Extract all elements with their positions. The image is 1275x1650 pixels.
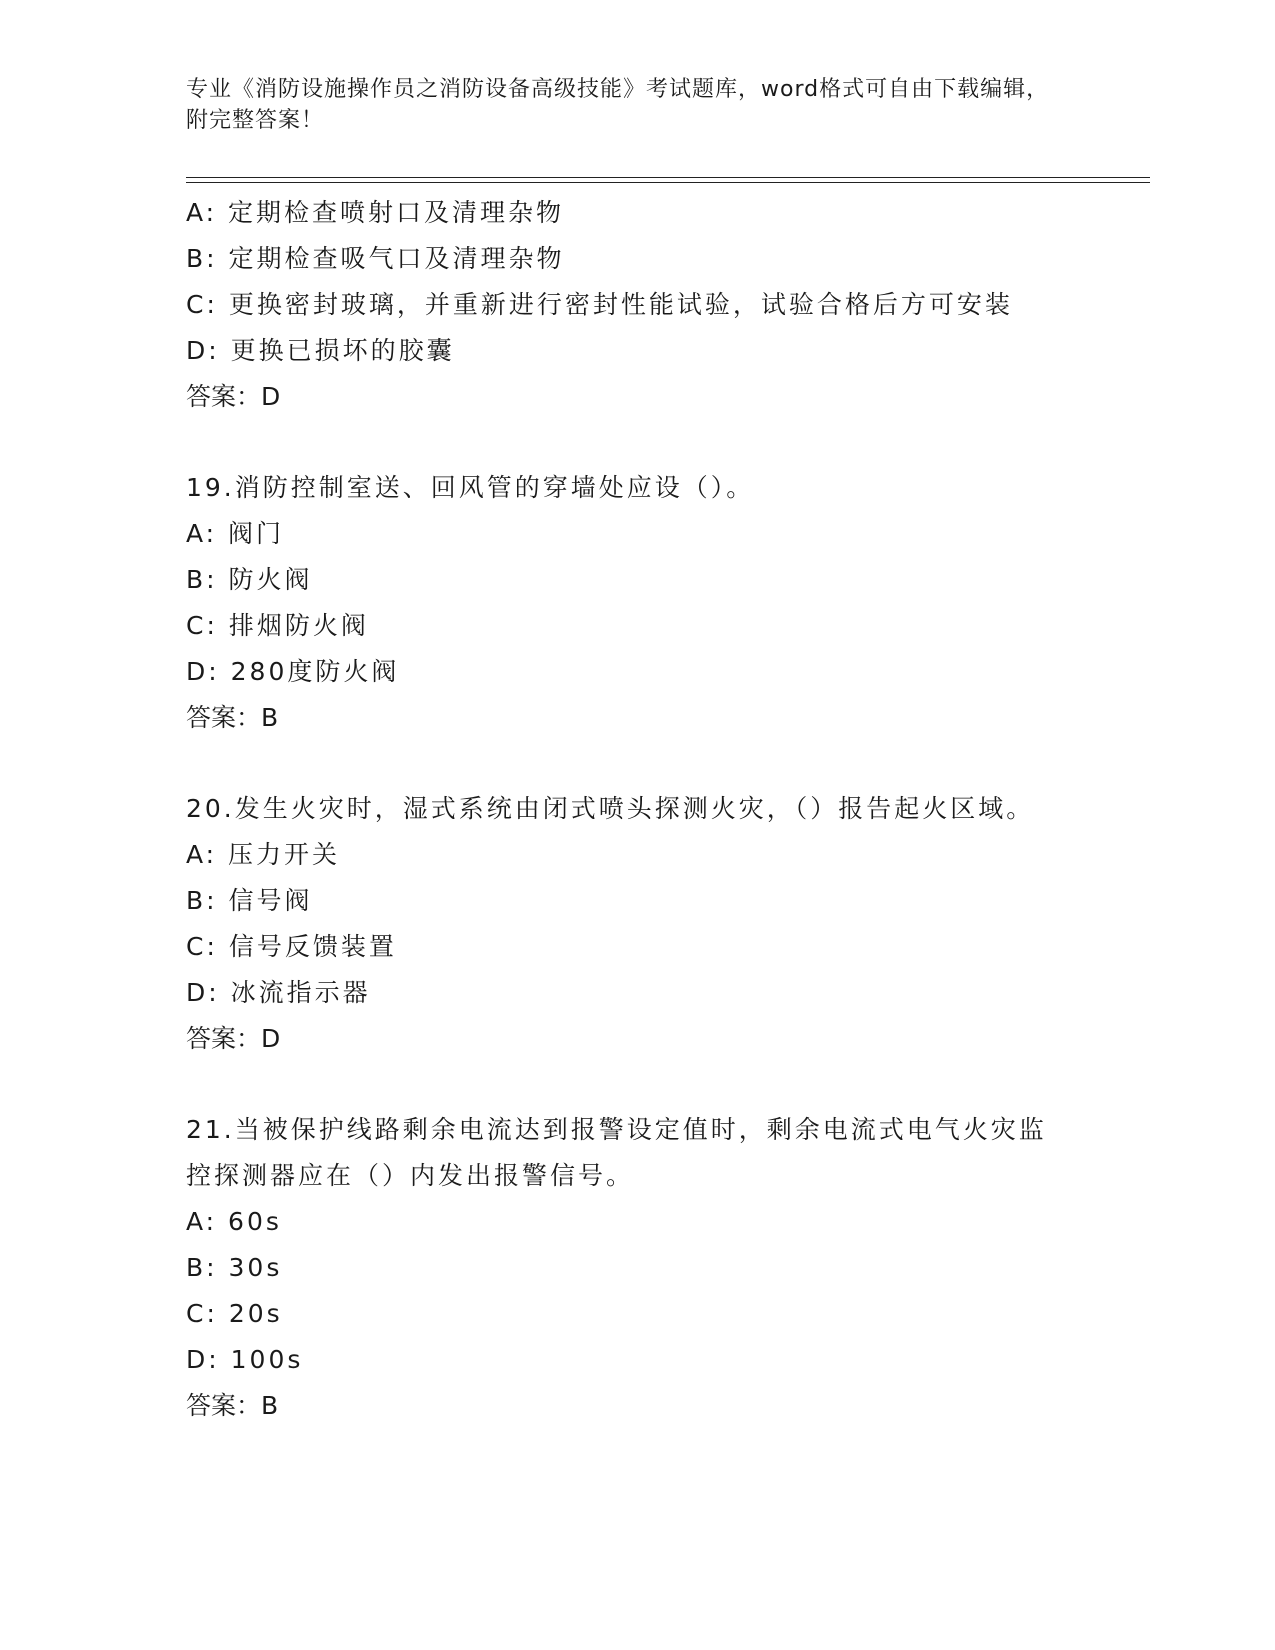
question-18-continued (186, 190, 1086, 420)
question-stem: 19.消防控制室送、回风管的穿墙处应设（）。 (186, 473, 755, 502)
option-c (186, 282, 1086, 328)
option-text: 阀门 (228, 519, 285, 548)
option-letter: A: (186, 840, 218, 869)
question-19 (186, 465, 1086, 741)
option-letter: D: (186, 657, 220, 686)
question-stem: 20.发生火灾时，湿式系统由闭式喷头探测火灾，（）报告起火区域。 (186, 794, 1035, 823)
option-text: 20s (228, 1299, 283, 1328)
option-letter: D: (186, 336, 220, 365)
option-letter: C: (186, 611, 218, 640)
option-letter: A: (186, 198, 218, 227)
option-a (186, 832, 1086, 878)
option-letter: B: (186, 886, 218, 915)
option-letter: B: (186, 1253, 218, 1282)
option-letter: D: (186, 978, 220, 1007)
option-d (186, 649, 1086, 695)
option-letter: A: (186, 1207, 218, 1236)
option-text: 压力开关 (228, 840, 341, 869)
option-text: 防火阀 (228, 565, 313, 594)
option-letter: B: (186, 565, 218, 594)
option-text: 30s (228, 1253, 283, 1282)
option-letter: D: (186, 1345, 220, 1374)
option-text: 更换已损坏的胶囊 (230, 336, 455, 365)
option-letter: A: (186, 519, 218, 548)
option-text: 排烟防火阀 (228, 611, 369, 640)
header-divider-bottom (186, 182, 1150, 183)
option-a (186, 1199, 1086, 1245)
option-letter: B: (186, 244, 218, 273)
option-text: 信号阀 (228, 886, 313, 915)
option-letter: C: (186, 932, 218, 961)
question-21 (186, 1107, 1086, 1429)
option-d (186, 1337, 1086, 1383)
option-b (186, 1245, 1086, 1291)
option-letter: C: (186, 290, 218, 319)
question-stem-line-2: 控探测器应在（）内发出报警信号。 (186, 1161, 635, 1190)
answer: 答案：D (186, 1024, 281, 1053)
option-text: 冰流指示器 (230, 978, 371, 1007)
question-20 (186, 786, 1086, 1062)
option-d (186, 328, 1086, 374)
option-c (186, 924, 1086, 970)
option-d (186, 970, 1086, 1016)
option-text: 60s (228, 1207, 282, 1236)
option-text: 100s (230, 1345, 304, 1374)
header-divider-top (186, 177, 1150, 178)
option-text: 定期检查吸气口及清理杂物 (228, 244, 565, 273)
option-c (186, 603, 1086, 649)
answer: 答案：B (186, 703, 279, 732)
option-b (186, 236, 1086, 282)
option-text: 280度防火阀 (230, 657, 400, 686)
question-list (186, 190, 1086, 1429)
answer: 答案：B (186, 1391, 279, 1420)
option-b (186, 878, 1086, 924)
option-a (186, 190, 1086, 236)
option-a (186, 511, 1086, 557)
option-text: 定期检查喷射口及清理杂物 (228, 198, 565, 227)
option-c (186, 1291, 1086, 1337)
option-text: 信号反馈装置 (228, 932, 397, 961)
document-header: 专业《消防设施操作员之消防设备高级技能》考试题库，word格式可自由下载编辑，附完整答案！ (186, 77, 1050, 133)
option-letter: C: (186, 1299, 218, 1328)
option-b (186, 557, 1086, 603)
question-stem-line-1: 21.当被保护线路剩余电流达到报警设定值时，剩余电流式电气火灾监 (186, 1115, 1047, 1144)
answer: 答案：D (186, 382, 281, 411)
option-text: 更换密封玻璃，并重新进行密封性能试验，试验合格后方可安装 (228, 290, 1013, 319)
